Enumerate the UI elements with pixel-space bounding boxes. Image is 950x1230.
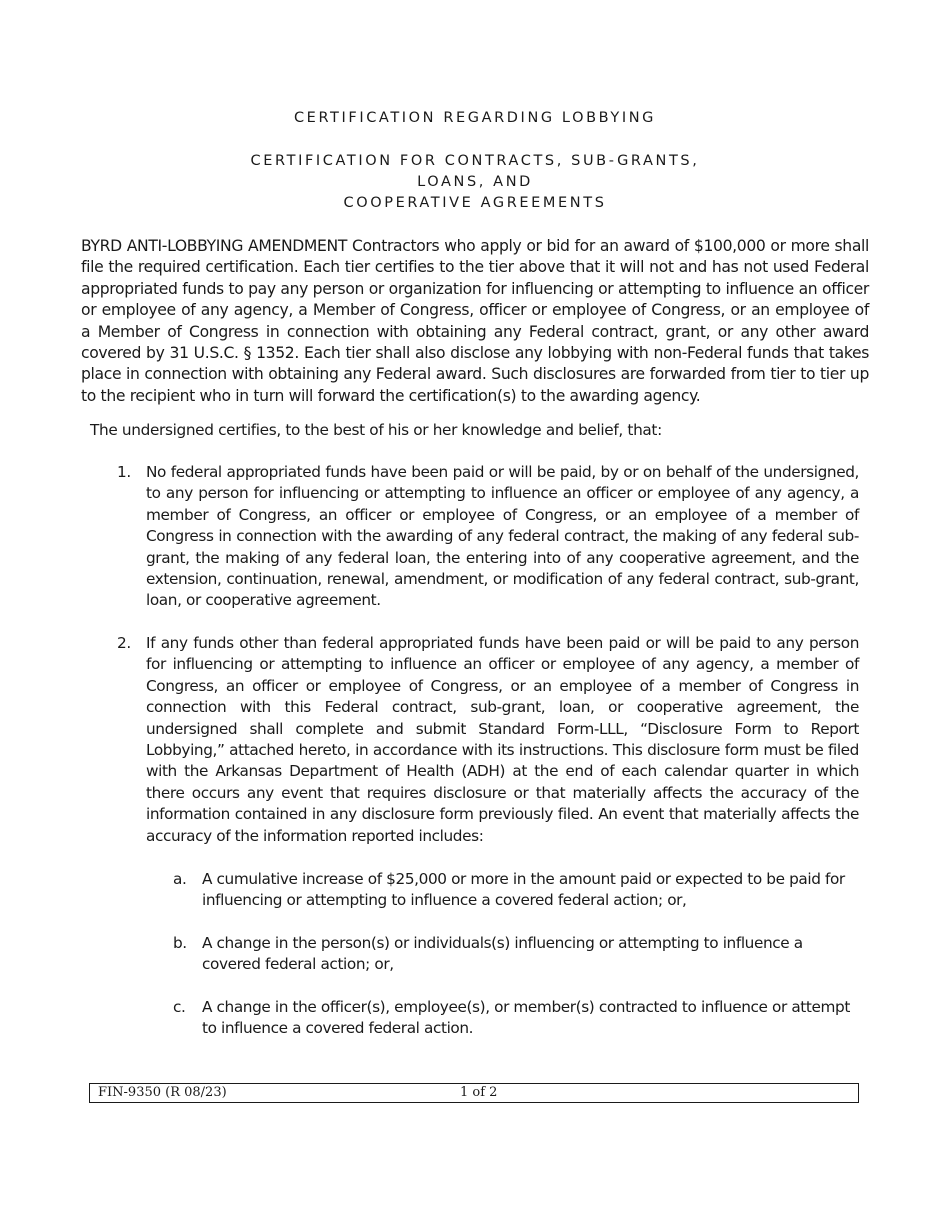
subitem-letter: a. — [173, 870, 187, 888]
page-number: 1 of 2 — [460, 1085, 498, 1100]
form-number: FIN-9350 (R 08/23) — [98, 1085, 227, 1100]
subitem-text: A cumulative increase of $25,000 or more in the amount paid or expected to be paid for influencing or attempting to influence a covered federal action; or, — [202, 870, 845, 910]
list-item — [117, 633, 859, 847]
sub-list-item — [173, 869, 863, 912]
subitem-letter: c. — [173, 998, 186, 1016]
item-number: 2. — [117, 634, 131, 652]
subitem-text: A change in the person(s) or individuals(s) influencing or attempting to influence a covered federal action; or, — [202, 934, 803, 974]
sub-list-item — [173, 997, 863, 1040]
list-item — [117, 462, 859, 612]
certification-lead: The undersigned certifies, to the best of his or her knowledge and belief, that: — [90, 421, 662, 439]
subitem-text: A change in the officer(s), employee(s), or member(s) contracted to influence or attempt to influence a covered federal action. — [202, 998, 850, 1038]
page-footer — [89, 1083, 859, 1103]
subitem-letter: b. — [173, 934, 187, 952]
sub-list-item — [173, 933, 863, 976]
document-title: CERTIFICATION REGARDING LOBBYING — [293, 110, 657, 126]
subtitle-line-1: CERTIFICATION FOR CONTRACTS, SUB-GRANTS, — [250, 153, 700, 169]
item-text: If any funds other than federal appropriated funds have been paid or will be paid to any person for influencing or attempting to influence an officer or employee of any agency, a member of Congress, an officer or employee of Congress, or an employee of a member of Congress in connection with this Federal contract, sub-grant, loan, or cooperative agreement, the undersigned shall complete and submit Standard Form-LLL, “Disclosure Form to Report Lobbying,” attached hereto, in accordance with its instructions. This disclosure form must be filed with the Arkansas Department of Health (ADH) at the end of each calendar quarter in which there occurs any event that requires disclosure or that materially affects the accuracy of the information contained in any disclosure form previously filed. An event that materially affects the accuracy of the information reported includes: — [146, 634, 859, 845]
subtitle-line-2: LOANS, AND — [417, 174, 533, 190]
subtitle-line-3: COOPERATIVE AGREEMENTS — [343, 195, 607, 211]
intro-paragraph: BYRD ANTI-LOBBYING AMENDMENT Contractors who apply or bid for an award of $100,000 or more shall file the required certification. Each tier certifies to the tier above that it will not and has not used Federal appropriated funds to pay any person or organization for influencing or attempting to influence an officer or employee of any agency, a Member of Congress, officer or employee of Congress, or an employee of a Member of Congress in connection with obtaining any Federal contract, grant, or any other award covered by 31 U.S.C. § 1352. Each tier shall also disclose any lobbying with non-Federal funds that takes place in connection with obtaining any Federal award. Such disclosures are forwarded from tier to tier up to the recipient who in turn will forward the certification(s) to the awarding agency. — [81, 237, 869, 405]
item-number: 1. — [117, 463, 131, 481]
item-text: No federal appropriated funds have been paid or will be paid, by or on behalf of the undersigned, to any person for influencing or attempting to influence an officer or employee of any agency, a member of Congress, an officer or employee of Congress, or an employee of a member of Congress in connection with the awarding of any federal contract, the making of any federal sub-grant, the making of any federal loan, the entering into of any cooperative agreement, and the extension, continuation, renewal, amendment, or modification of any federal contract, sub-grant, loan, or cooperative agreement. — [146, 463, 859, 610]
